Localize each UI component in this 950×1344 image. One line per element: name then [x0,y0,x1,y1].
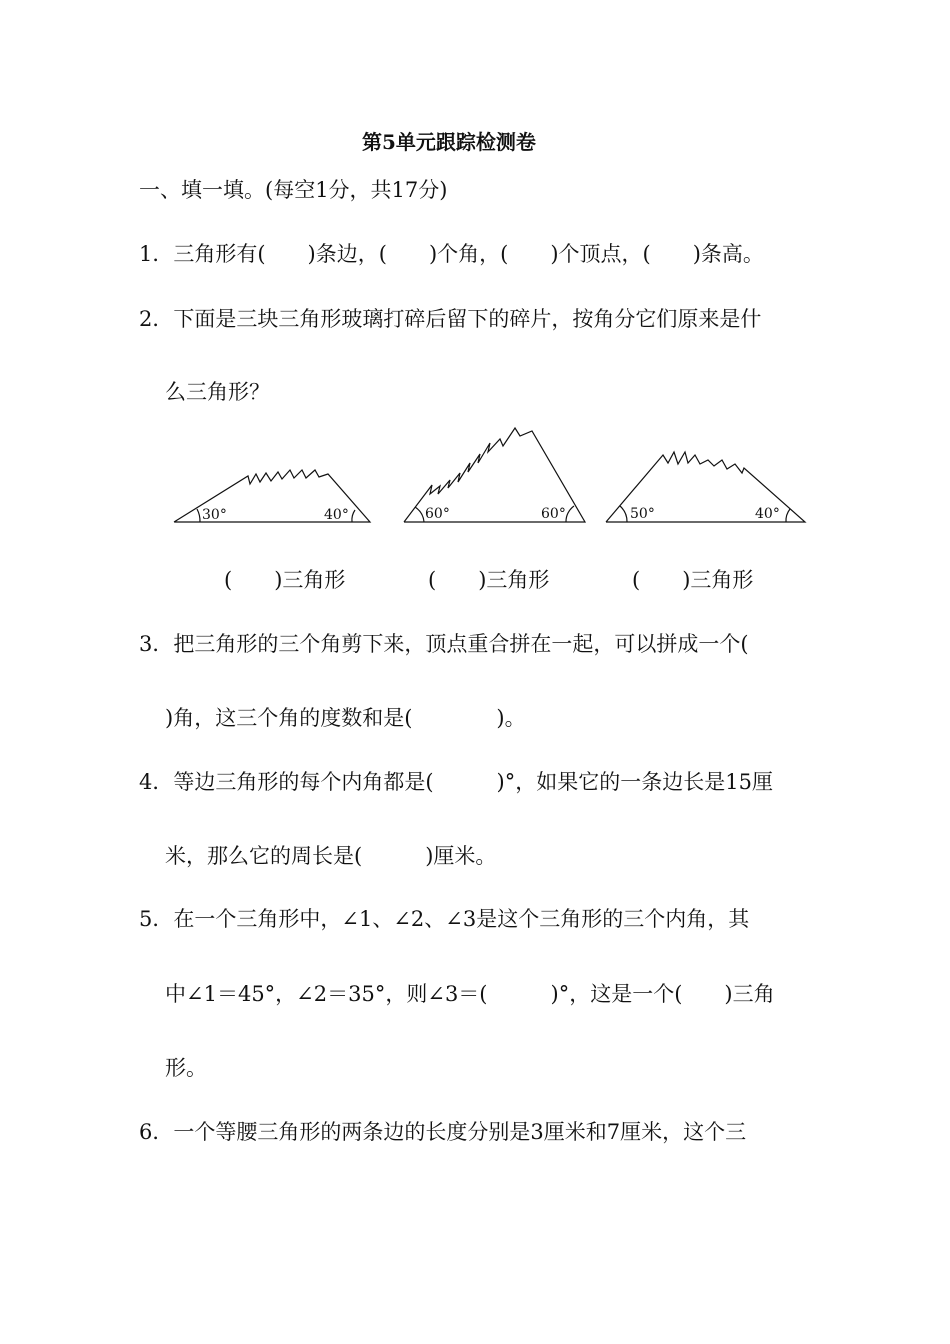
fragment-1-left-arc [197,509,200,522]
question-5-line-1: 5．在一个三角形中，∠1、∠2、∠3是这个三角形的三个内角，其 [139,907,750,931]
question-2-line-1: 2．下面是三块三角形玻璃打碎后留下的碎片，按角分它们原来是什 [139,307,762,331]
broken-triangle-figures [160,418,820,533]
section-heading: 一、填一填。(每空1分，共17分) [139,178,448,202]
fragment-2-left-arc [415,507,424,522]
fragment-3-left-arc [620,506,627,522]
question-2-line-2: 么三角形？ [165,380,270,404]
fragment-3-left-angle: 50° [630,506,655,522]
question-3-line-1: 3．把三角形的三个角剪下来，顶点重合拼在一起，可以拼成一个( [139,632,749,656]
question-5-line-3: 形。 [165,1056,207,1080]
question-4-line-1: 4．等边三角形的每个内角都是( )°，如果它的一条边长是15厘 [139,770,773,794]
question-6-line-1: 6．一个等腰三角形的两条边的长度分别是3厘米和7厘米，这个三 [139,1120,747,1144]
fragment-1-left-angle: 30° [202,507,227,523]
question-1: 1．三角形有( )条边，( )个角，( )个顶点，( )条高。 [139,242,764,266]
fragment-1-answer: ( )三角形 [224,568,346,592]
fragment-1-right-angle: 40° [324,507,349,523]
fragment-3-answer: ( )三角形 [632,568,754,592]
fragment-3-right-angle: 40° [755,506,780,522]
fragment-2-left-angle: 60° [425,506,450,522]
question-3-line-2: )角，这三个角的度数和是( )。 [165,706,526,730]
fragment-3-right-arc [786,509,790,522]
question-4-line-2: 米，那么它的周长是( )厘米。 [165,844,497,868]
question-5-line-2: 中∠1＝45°，∠2＝35°，则∠3＝( )°，这是一个( )三角 [165,982,775,1006]
fragment-2-answer: ( )三角形 [428,568,550,592]
fragment-2-right-angle: 60° [541,506,566,522]
page-title: 第5单元跟踪检测卷 [362,130,536,154]
fragment-2-right-arc [566,506,574,522]
fragment-1-right-arc [352,510,355,522]
